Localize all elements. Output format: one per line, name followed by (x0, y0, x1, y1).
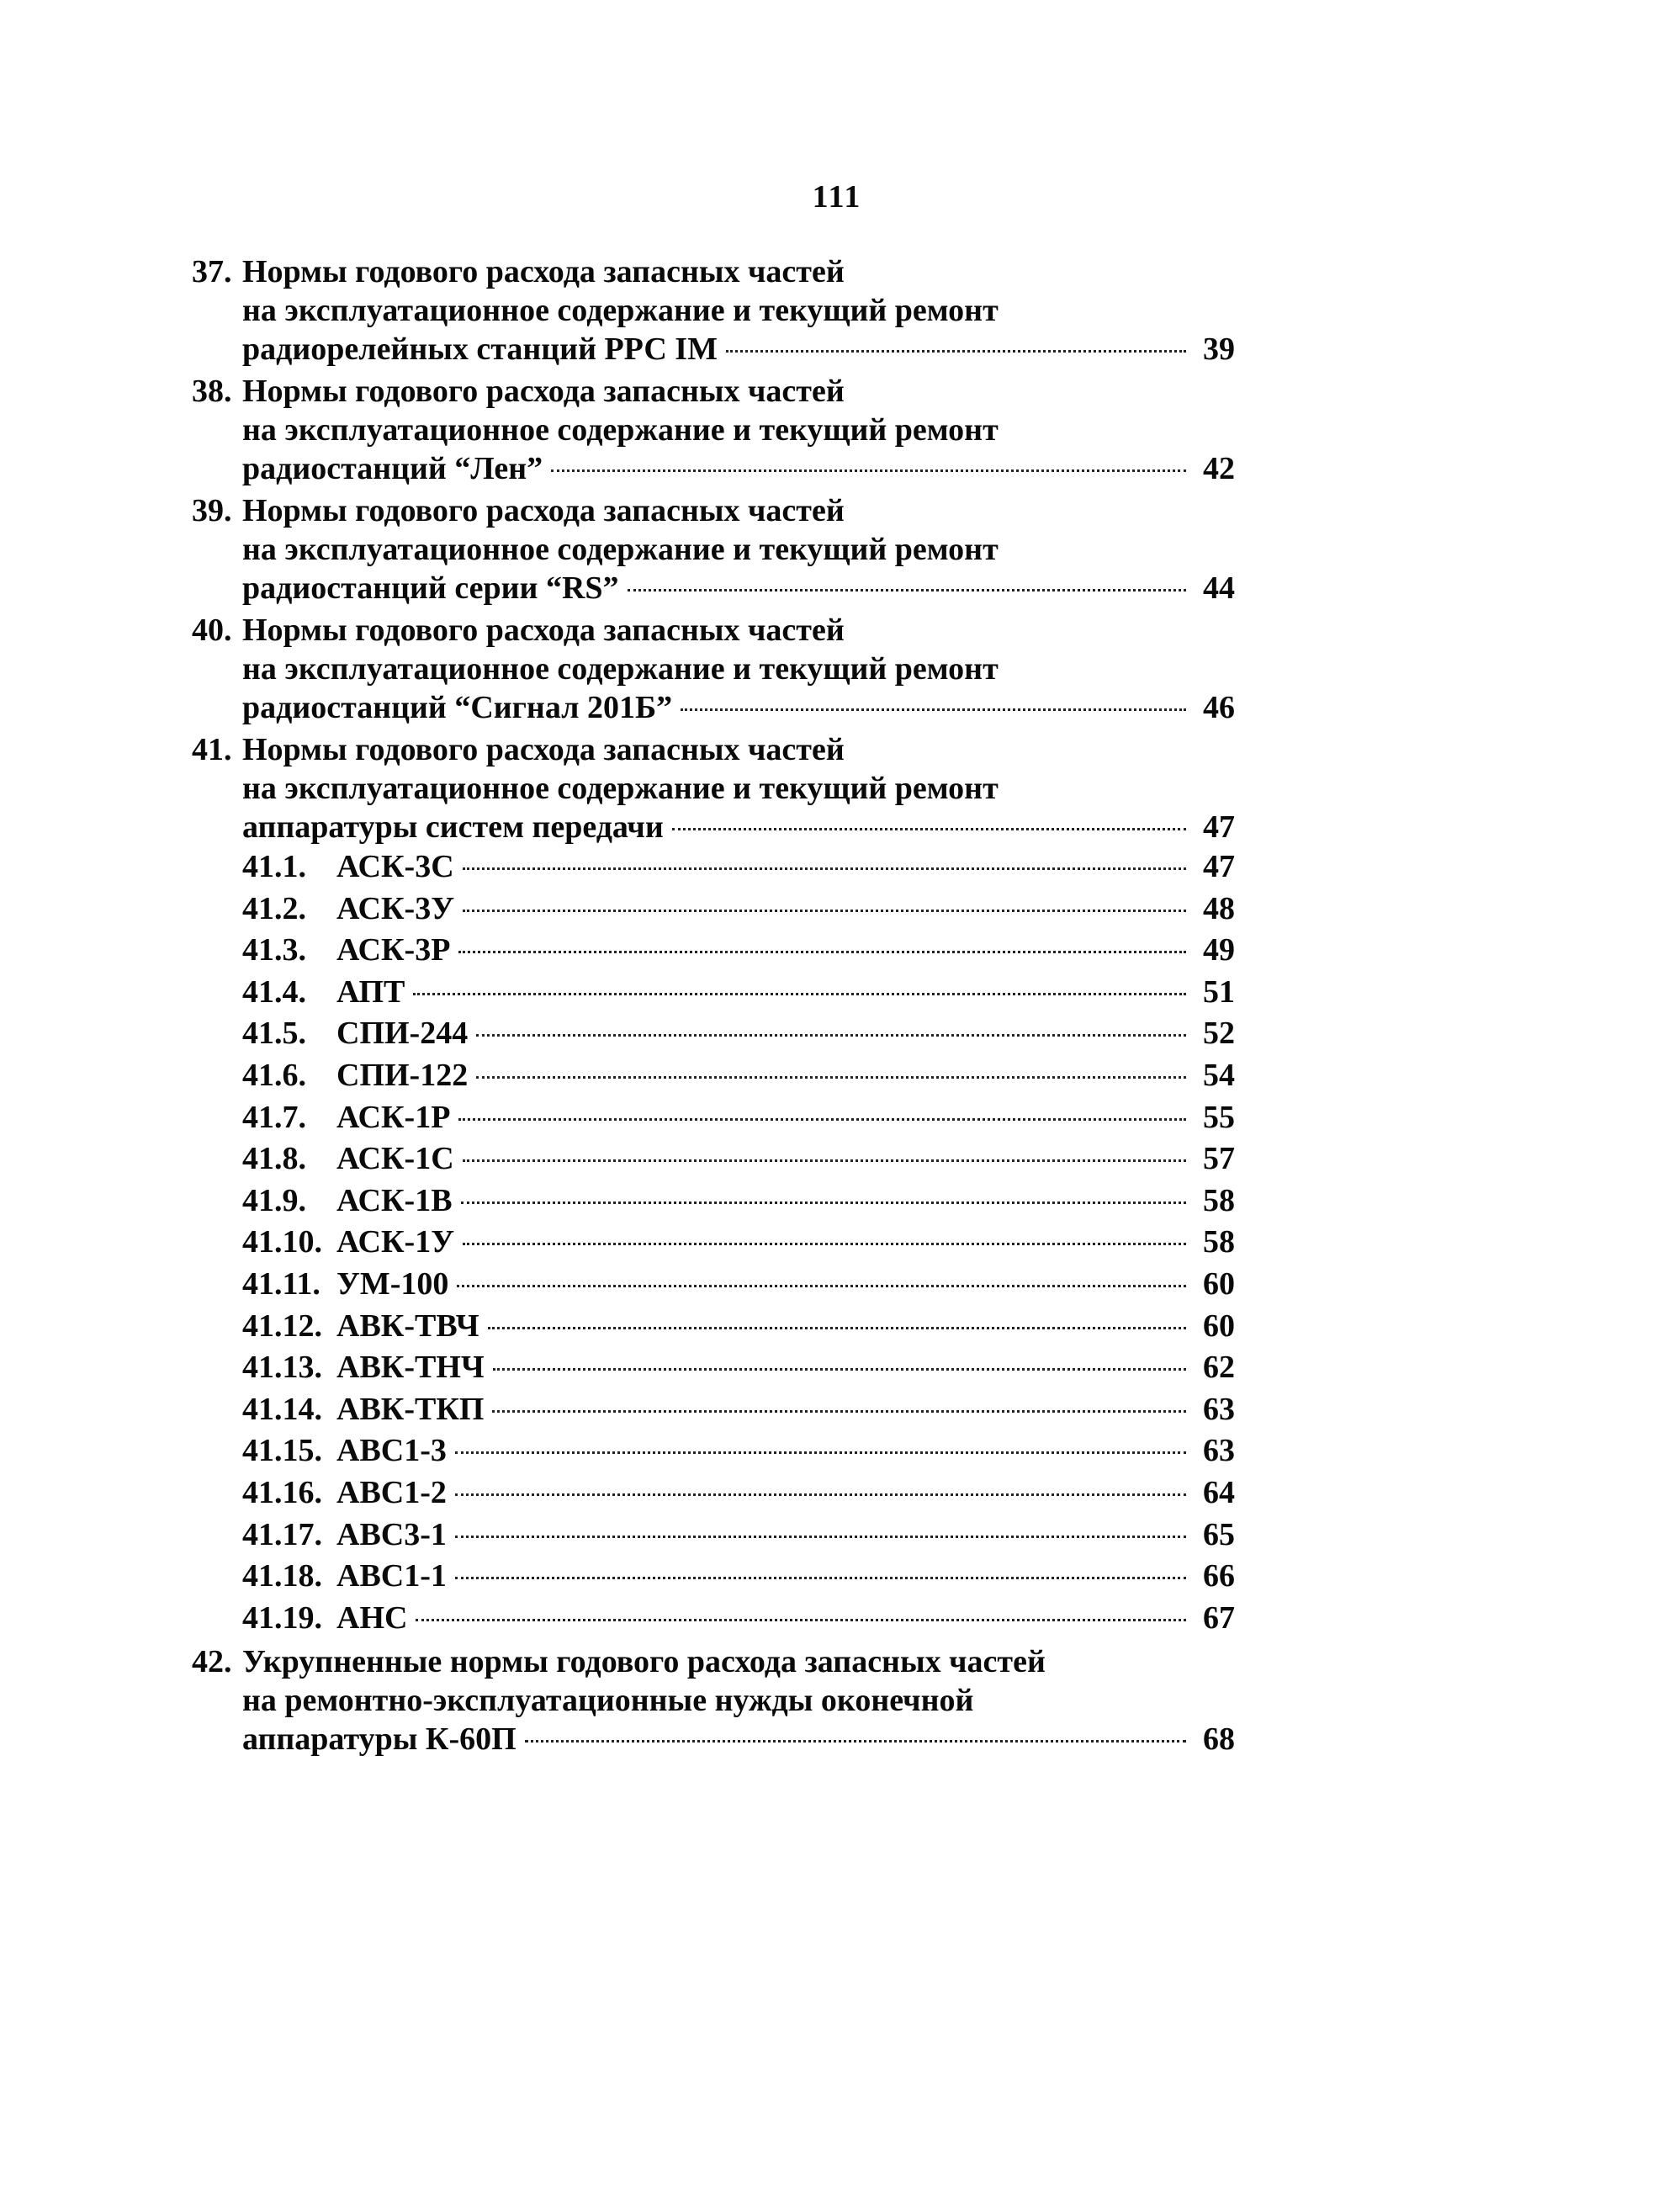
subentry-page-number: 62 (1203, 1350, 1235, 1386)
subentry-number: 41.3. (242, 932, 306, 968)
subentry-title: АСК-1Р (336, 1099, 451, 1135)
toc-subentry (242, 889, 1235, 931)
entry-title-line: радиостанций “Лен” (242, 451, 543, 486)
toc-subentry (242, 1222, 1235, 1264)
subentry-page-number: 47 (1203, 849, 1235, 884)
subentry-number: 41.15. (242, 1433, 322, 1469)
dot-leader (551, 469, 1186, 472)
subentry-page-number: 66 (1203, 1558, 1235, 1594)
toc-subentry (242, 1347, 1235, 1389)
subentry-page-number: 60 (1203, 1308, 1235, 1344)
entry-title-line: аппаратуры К-60П (242, 1721, 517, 1758)
entry-page-number: 46 (1203, 690, 1235, 725)
toc-subentry (242, 846, 1235, 889)
subentry-number: 41.5. (242, 1016, 306, 1052)
dot-leader (413, 993, 1186, 995)
subentry-title: УМ-100 (336, 1265, 449, 1302)
subentry-title: АСК-1В (336, 1182, 453, 1218)
toc-entry-39 (192, 491, 1235, 607)
subentry-title: АВС1-3 (336, 1433, 447, 1469)
subentry-title: АСК-1У (336, 1224, 455, 1260)
dot-leader (492, 1410, 1186, 1413)
dot-leader (455, 1451, 1186, 1454)
dot-leader (463, 867, 1186, 870)
subentry-number: 41.9. (242, 1182, 306, 1218)
entry-number: 38. (192, 374, 232, 409)
subentry-number: 41.17. (242, 1516, 322, 1552)
subentry-title: СПИ-122 (336, 1057, 469, 1093)
subentry-title: АВС1-2 (336, 1474, 447, 1510)
subentry-number: 41.16. (242, 1474, 322, 1510)
subentry-title: СПИ-244 (336, 1016, 469, 1052)
dot-leader (457, 1285, 1186, 1287)
subentry-title: АВС1-1 (336, 1558, 447, 1594)
subentry-number: 41.19. (242, 1599, 322, 1636)
toc-entry-42 (192, 1642, 1235, 1758)
subentry-number: 41.12. (242, 1308, 322, 1344)
entry-title-line: аппаратуры систем передачи (242, 809, 664, 845)
subentry-title: АСК-3С (336, 849, 454, 884)
toc-subentry (242, 972, 1235, 1014)
entry-title-line: на эксплуатационное содержание и текущий ремонт (242, 412, 999, 448)
entry-title-line: на ремонтно-эксплуатационные нужды оконечной (242, 1683, 974, 1719)
toc-subentry (242, 1055, 1235, 1097)
subentry-page-number: 55 (1203, 1099, 1235, 1135)
dot-leader (455, 1536, 1186, 1538)
dot-leader (455, 1493, 1186, 1496)
subentry-page-number: 54 (1203, 1057, 1235, 1093)
toc-subentry (242, 1430, 1235, 1472)
dot-leader (628, 589, 1186, 591)
dot-leader (476, 1076, 1186, 1079)
entry-title-line: Укрупненные нормы годового расхода запасных частей (242, 1644, 1046, 1680)
subentry-number: 41.13. (242, 1350, 322, 1386)
dot-leader (461, 1201, 1186, 1204)
entry-title-line: на эксплуатационное содержание и текущий ремонт (242, 651, 999, 687)
dot-leader (455, 1577, 1186, 1579)
toc-subentry (242, 1556, 1235, 1598)
subentry-page-number: 48 (1203, 890, 1235, 926)
toc-subentry (242, 930, 1235, 972)
toc-subentry (242, 1180, 1235, 1223)
entry-page-number: 47 (1203, 809, 1235, 845)
dot-leader (488, 1327, 1186, 1329)
subentry-page-number: 65 (1203, 1516, 1235, 1552)
toc-subentry (242, 1472, 1235, 1514)
page-number: 111 (812, 179, 862, 215)
dot-leader (672, 828, 1186, 830)
entry-page-number: 39 (1203, 332, 1235, 367)
subentry-number: 41.4. (242, 973, 306, 1010)
dot-leader (458, 951, 1186, 953)
entry-number: 37. (192, 254, 232, 289)
dot-leader (476, 1034, 1186, 1037)
subentry-title: АПТ (336, 973, 405, 1010)
subentry-page-number: 63 (1203, 1433, 1235, 1469)
dot-leader (681, 708, 1186, 711)
entry-number: 42. (192, 1644, 232, 1680)
table-of-contents (192, 252, 1235, 1762)
entry-page-number: 42 (1203, 451, 1235, 486)
entry-title-line: радиостанций серии “RS” (242, 570, 619, 606)
subentry-page-number: 52 (1203, 1016, 1235, 1052)
toc-subentry (242, 1264, 1235, 1306)
toc-subentry (242, 1013, 1235, 1055)
subentry-title: АНС (336, 1599, 408, 1636)
dot-leader (525, 1740, 1186, 1743)
toc-subentry (242, 1097, 1235, 1139)
subentry-number: 41.14. (242, 1391, 322, 1427)
subentry-number: 41.2. (242, 890, 306, 926)
entry-title-line: на эксплуатационное содержание и текущий ремонт (242, 771, 999, 806)
entry-title-line: Нормы годового расхода запасных частей (242, 613, 845, 648)
subentry-page-number: 57 (1203, 1141, 1235, 1177)
entry-title-line: радиорелейных станций РРС IM (242, 332, 718, 367)
entry-page-number: 68 (1203, 1721, 1235, 1758)
toc-entry-41 (192, 730, 1235, 1639)
toc-entry-37 (192, 252, 1235, 369)
subentry-title: АСК-3Р (336, 932, 451, 968)
subentry-title: АВК-ТКП (336, 1391, 485, 1427)
subentry-number: 41.11. (242, 1265, 320, 1302)
subentry-number: 41.10. (242, 1224, 322, 1260)
subentry-title: АВС3-1 (336, 1516, 447, 1552)
entry-number: 40. (192, 613, 232, 648)
entry-title-line: Нормы годового расхода запасных частей (242, 732, 845, 767)
subentry-page-number: 49 (1203, 932, 1235, 968)
dot-leader (458, 1118, 1186, 1121)
toc-subentry (242, 1598, 1235, 1640)
entry-title-line: Нормы годового расхода запасных частей (242, 254, 845, 289)
entry-number: 41. (192, 732, 232, 767)
entry-title-line: радиостанций “Сигнал 201Б” (242, 690, 673, 725)
subentry-number: 41.1. (242, 849, 306, 884)
dot-leader (493, 1368, 1186, 1371)
subentry-number: 41.6. (242, 1057, 306, 1093)
subentry-title: АВК-ТВЧ (336, 1308, 479, 1344)
dot-leader (416, 1619, 1186, 1621)
toc-entry-40 (192, 611, 1235, 727)
entry-title-line: Нормы годового расхода запасных частей (242, 493, 845, 528)
subentry-title: АСК-1С (336, 1141, 454, 1177)
subentry-number: 41.7. (242, 1099, 306, 1135)
subentry-page-number: 58 (1203, 1182, 1235, 1218)
entry-page-number: 44 (1203, 570, 1235, 606)
dot-leader (726, 350, 1186, 353)
subentry-page-number: 51 (1203, 973, 1235, 1010)
subentry-page-number: 58 (1203, 1224, 1235, 1260)
toc-subentry (242, 1306, 1235, 1348)
toc-subentry (242, 1514, 1235, 1557)
entry-number: 39. (192, 493, 232, 528)
subentry-title: АВК-ТНЧ (336, 1350, 485, 1386)
subentry-title: АСК-3У (336, 890, 455, 926)
toc-subentry (242, 1389, 1235, 1431)
subentry-page-number: 63 (1203, 1391, 1235, 1427)
dot-leader (463, 910, 1186, 912)
subentry-page-number: 64 (1203, 1474, 1235, 1510)
toc-subentry (242, 1138, 1235, 1180)
subentry-number: 41.8. (242, 1141, 306, 1177)
dot-leader (463, 1159, 1186, 1162)
toc-entry-38 (192, 372, 1235, 488)
entry-title-line: Нормы годового расхода запасных частей (242, 374, 845, 409)
entry-title-line: на эксплуатационное содержание и текущий ремонт (242, 532, 999, 567)
subentry-page-number: 60 (1203, 1265, 1235, 1302)
subentry-page-number: 67 (1203, 1599, 1235, 1636)
subentry-number: 41.18. (242, 1558, 322, 1594)
entry-title-line: на эксплуатационное содержание и текущий ремонт (242, 293, 999, 328)
dot-leader (463, 1243, 1186, 1245)
